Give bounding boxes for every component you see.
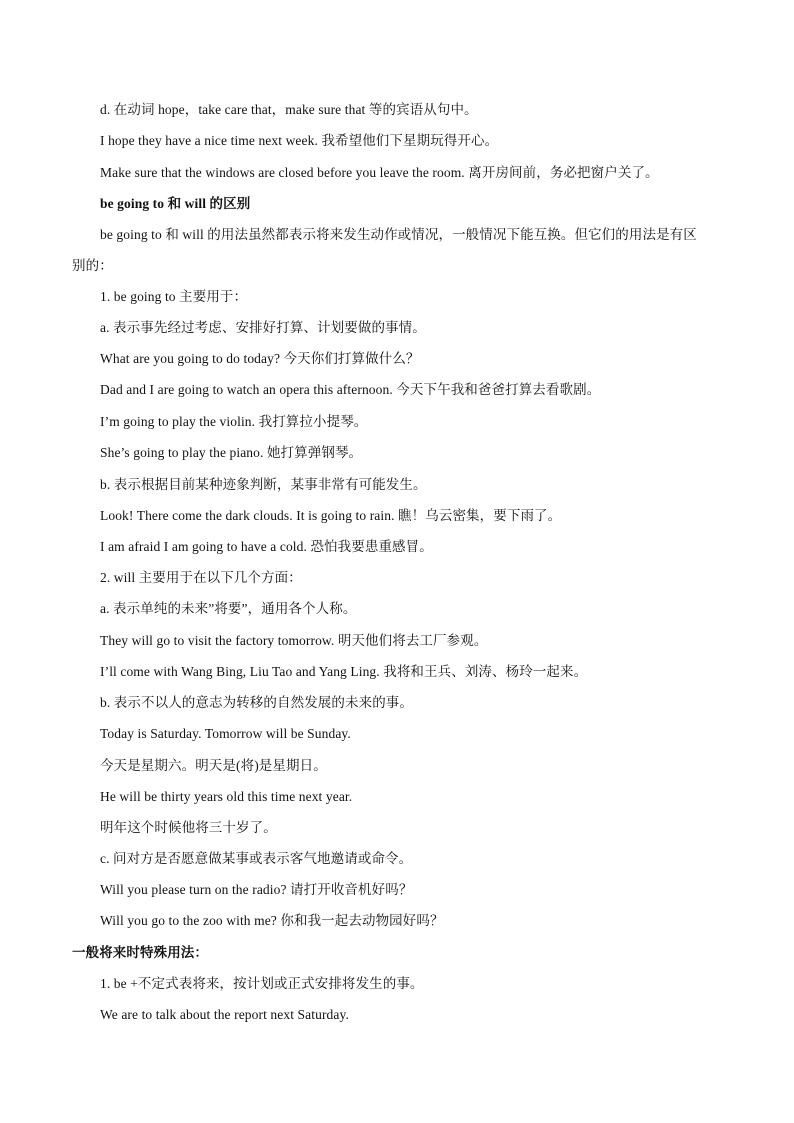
text-line: I’m going to play the violin. 我打算拉小提琴。 — [100, 414, 368, 429]
text-line: 别的： — [72, 258, 113, 273]
text-line: He will be thirty years old this time next year. — [100, 789, 353, 804]
text-line: 2. will 主要用于在以下几个方面： — [100, 570, 302, 585]
text-line: They will go to visit the factory tomorrow. 明天他们将去工厂参观。 — [100, 633, 488, 648]
text-line: Dad and I are going to watch an opera this afternoon. 今天下午我和爸爸打算去看歌剧。 — [100, 382, 601, 397]
text-line: c. 问对方是否愿意做某事或表示客气地邀请或命令。 — [100, 851, 413, 866]
text-line: Will you please turn on the radio? 请打开收音机好吗？ — [100, 882, 413, 897]
text-line: 1. be going to 主要用于： — [100, 289, 248, 304]
text-line: I’ll come with Wang Bing, Liu Tao and Yang Ling. 我将和王兵、刘涛、杨玲一起来。 — [100, 664, 588, 679]
text-line: Today is Saturday. Tomorrow will be Sunday. — [100, 726, 351, 741]
section-heading: be going to 和 will 的区别 — [100, 196, 251, 211]
text-line: I hope they have a nice time next week. 我希望他们下星期玩得开心。 — [100, 133, 499, 148]
text-line: 1. be +不定式表将来，按计划或正式安排将发生的事。 — [100, 976, 424, 991]
text-line: Will you go to the zoo with me? 你和我一起去动物园好吗？ — [100, 913, 444, 928]
text-line: a. 表示单纯的未来”将要”，通用各个人称。 — [100, 601, 357, 616]
text-line: Look! There come the dark clouds. It is going to rain. 瞧！乌云密集，要下雨了。 — [100, 508, 562, 523]
text-line: She’s going to play the piano. 她打算弹钢琴。 — [100, 445, 363, 460]
text-line: 今天是星期六。明天是(将)是星期日。 — [100, 758, 327, 773]
text-line: d. 在动词 hope，take care that，make sure that 等的宾语从句中。 — [100, 102, 478, 117]
text-line: b. 表示不以人的意志为转移的自然发展的未来的事。 — [100, 695, 413, 710]
text-line: I am afraid I am going to have a cold. 恐怕我要患重感冒。 — [100, 539, 433, 554]
text-line: We are to talk about the report next Saturday. — [100, 1007, 349, 1022]
text-line: What are you going to do today? 今天你们打算做什么？ — [100, 351, 420, 366]
text-line: b. 表示根据目前某种迹象判断，某事非常有可能发生。 — [100, 477, 427, 492]
text-line: be going to 和 will 的用法虽然都表示将来发生动作或情况，一般情况下能互换。但它们的用法是有区 — [100, 227, 697, 242]
text-line: a. 表示事先经过考虑、安排好打算、计划要做的事情。 — [100, 320, 426, 335]
section-heading: 一般将来时特殊用法： — [72, 945, 208, 960]
text-line: Make sure that the windows are closed before you leave the room. 离开房间前，务必把窗户关了。 — [100, 165, 659, 180]
text-line: 明年这个时候他将三十岁了。 — [100, 820, 277, 835]
